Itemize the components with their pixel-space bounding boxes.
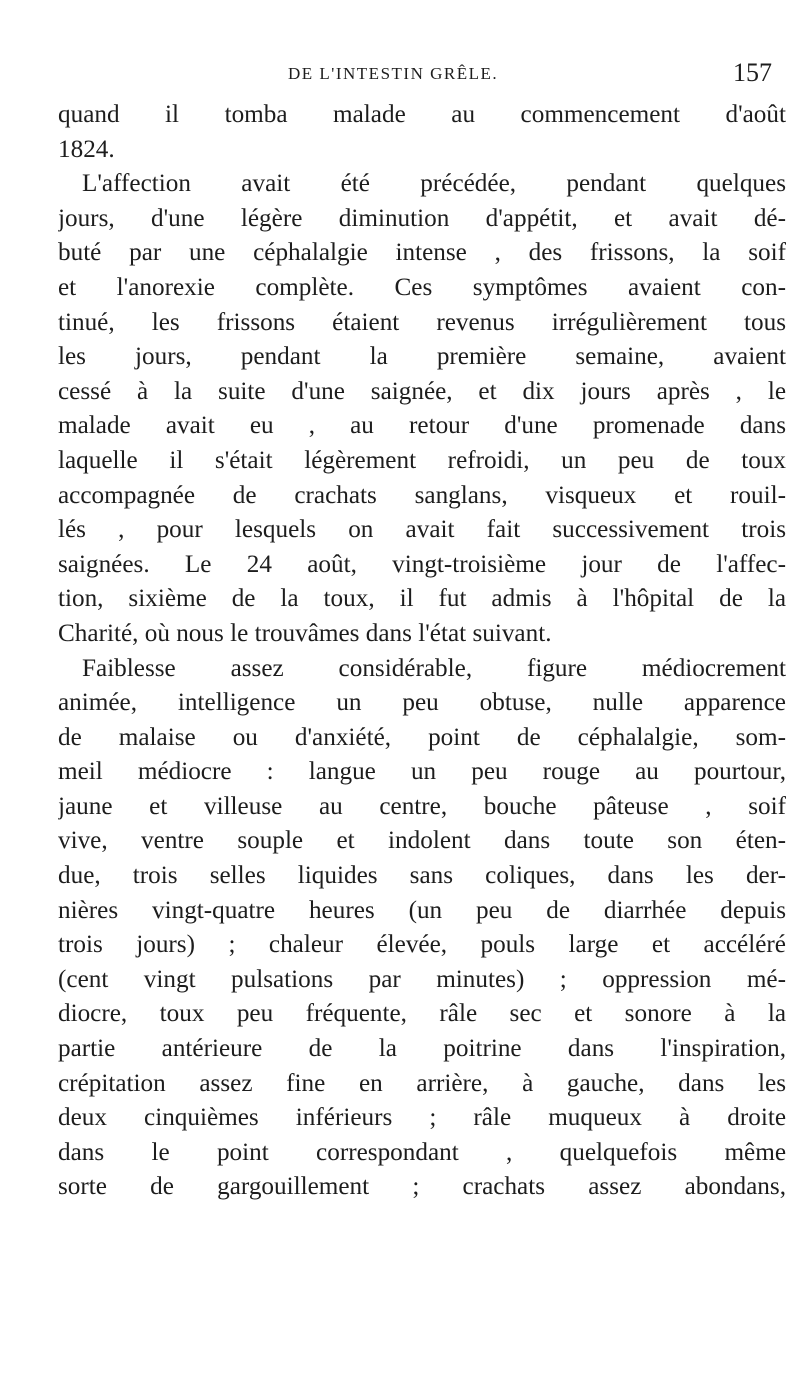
text-line: trois jours) ; chaleur élevée, pouls large et accéléré [58, 931, 786, 959]
text-line: due, trois selles liquides sans coliques, dans les der- [58, 862, 786, 890]
text-line: cessé à la suite d'une saignée, et dix jours après , le [58, 377, 786, 405]
text-line: dans le point correspondant , quelquefois même [58, 1138, 786, 1166]
body-text [58, 98, 786, 1205]
text-line: 1824. [58, 135, 115, 163]
text-line: tion, sixième de la toux, il fut admis à l'hôpital de la [58, 585, 786, 613]
page-number: 157 [733, 58, 772, 87]
text-line: partie antérieure de la poitrine dans l'inspiration, [58, 1035, 786, 1063]
text-line: nières vingt-quatre heures (un peu de diarrhée depuis [58, 896, 786, 924]
text-line: laquelle il s'était légèrement refroidi, un peu de toux [58, 446, 786, 474]
text-line: tinué, les frissons étaient revenus irrégulièrement tous [58, 308, 786, 336]
text-line: jours, d'une légère diminution d'appétit, et avait dé- [58, 204, 786, 232]
text-line: animée, intelligence un peu obtuse, nulle apparence [58, 689, 786, 717]
text-line: sorte de gargouillement ; crachats assez abondans, [58, 1173, 786, 1201]
text-line: les jours, pendant la première semaine, avaient [58, 343, 786, 371]
text-line: diocre, toux peu fréquente, râle sec et sonore à la [58, 1000, 786, 1028]
text-line: saignées. Le 24 août, vingt-troisième jour de l'affec- [58, 550, 786, 578]
text-line: buté par une céphalalgie intense , des frissons, la soif [58, 239, 786, 267]
text-line: quand il tomba malade au commencement d'août [58, 101, 786, 128]
page-header [40, 58, 780, 88]
text-line: et l'anorexie complète. Ces symptômes avaient con- [58, 273, 786, 301]
text-line: jaune et villeuse au centre, bouche pâteuse , soif [58, 792, 786, 820]
text-line: L'affection avait été précédée, pendant quelques [82, 170, 786, 198]
text-line: accompagnée de crachats sanglans, visqueux et rouil- [58, 481, 786, 509]
text-line: Faiblesse assez considérable, figure médiocrement [82, 654, 786, 682]
text-line: deux cinquièmes inférieurs ; râle muqueux à droite [58, 1104, 786, 1132]
text-line: vive, ventre souple et indolent dans toute son éten- [58, 827, 786, 855]
text-line: crépitation assez fine en arrière, à gauche, dans les [58, 1069, 786, 1097]
text-line: Charité, où nous le trouvâmes dans l'état suivant. [58, 619, 552, 647]
text-line: meil médiocre : langue un peu rouge au pourtour, [58, 758, 786, 786]
text-line: malade avait eu , au retour d'une promenade dans [58, 412, 786, 440]
text-line: (cent vingt pulsations par minutes) ; oppression mé- [58, 965, 786, 993]
text-line: de malaise ou d'anxiété, point de céphalalgie, som- [58, 723, 786, 751]
running-head: DE L'INTESTIN GRÊLE. [288, 64, 499, 83]
text-line: lés , pour lesquels on avait fait successivement trois [58, 516, 786, 544]
